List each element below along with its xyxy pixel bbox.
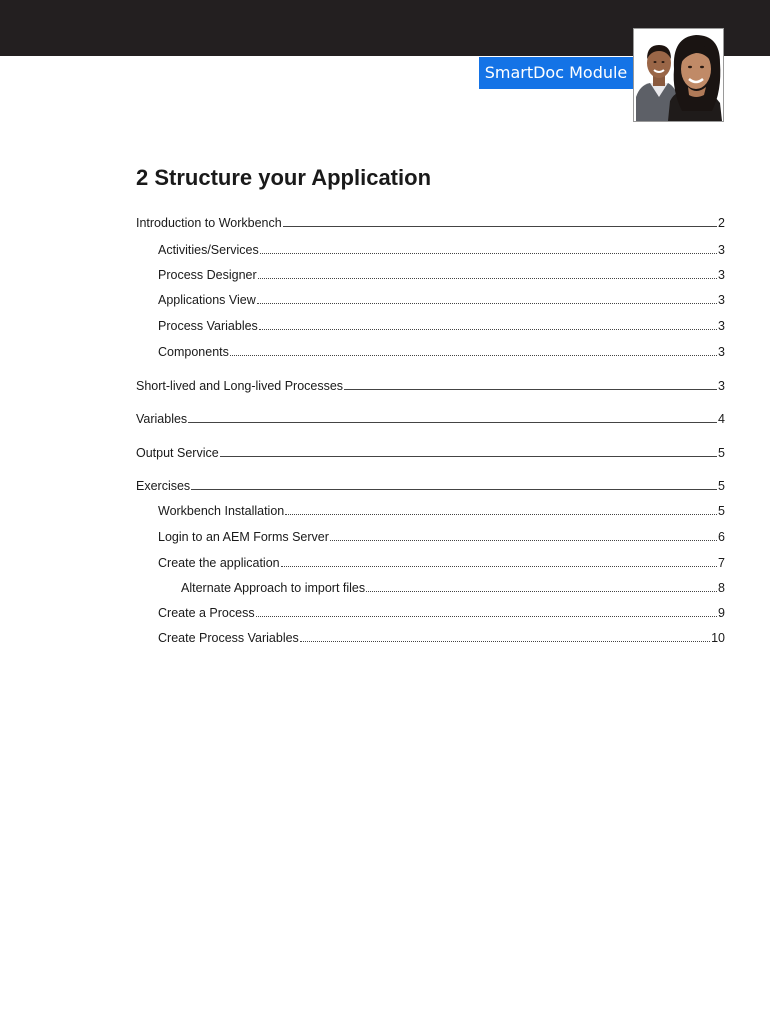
toc-entry-page: 3	[718, 243, 725, 257]
toc-entry-page: 5	[718, 446, 725, 460]
toc-entry[interactable]	[136, 216, 725, 230]
toc-entry[interactable]	[158, 268, 725, 282]
toc-entry-label: Login to an AEM Forms Server	[158, 530, 329, 544]
people-photo	[633, 28, 724, 122]
toc-entry-page: 5	[718, 504, 725, 518]
toc-leader	[344, 379, 717, 390]
toc-leader	[230, 345, 717, 356]
toc-entry-page: 2	[718, 216, 725, 230]
toc-entry-label: Alternate Approach to import files	[181, 581, 366, 595]
toc-entry-label: Short-lived and Long-lived Processes	[136, 379, 344, 393]
toc-leader	[330, 530, 717, 541]
toc-entry[interactable]	[158, 606, 725, 620]
toc-entry-label: Create the application	[158, 556, 280, 570]
toc-leader	[188, 412, 717, 423]
toc-entry-page: 9	[718, 606, 725, 620]
toc-entry-label: Create Process Variables	[158, 631, 299, 645]
chapter-title: 2 Structure your Application	[136, 165, 432, 190]
toc-entry[interactable]	[158, 556, 725, 570]
toc-leader	[256, 606, 717, 617]
toc-entry-page: 7	[718, 556, 725, 570]
toc-entry-label: Create a Process	[158, 606, 255, 620]
toc-entry[interactable]	[158, 530, 725, 544]
toc-entry[interactable]	[136, 379, 725, 393]
toc-entry-page: 3	[718, 293, 725, 307]
toc-leader	[220, 446, 717, 457]
toc-entry-label: Components	[158, 345, 229, 359]
toc-leader	[285, 504, 717, 515]
toc-leader	[283, 216, 717, 227]
toc-entry-label: Output Service	[136, 446, 219, 460]
toc-entry[interactable]	[158, 243, 725, 257]
toc-leader	[366, 581, 717, 592]
toc-entry-page: 8	[718, 581, 725, 595]
toc-entry-label: Introduction to Workbench	[136, 216, 282, 230]
toc-entry-label: Variables	[136, 412, 188, 426]
toc-leader	[300, 631, 710, 642]
toc-entry[interactable]	[158, 293, 725, 307]
module-banner	[479, 57, 633, 89]
toc-entry-label: Process Variables	[158, 319, 258, 333]
toc-entry-page: 10	[711, 631, 725, 645]
toc-entry-label: Exercises	[136, 479, 191, 493]
toc-entry[interactable]	[158, 345, 725, 359]
module-label: SmartDoc Module	[484, 63, 628, 82]
toc-entry-label: Applications View	[158, 293, 256, 307]
toc-entry[interactable]	[158, 319, 725, 333]
toc-entry-label: Process Designer	[158, 268, 257, 282]
toc-entry[interactable]	[136, 479, 725, 493]
toc-entry-page: 5	[718, 479, 725, 493]
toc-leader	[281, 556, 717, 567]
toc-entry-label: Workbench Installation	[158, 504, 285, 518]
toc-leader	[191, 479, 717, 490]
toc-leader	[260, 243, 717, 254]
toc-entry-page: 3	[718, 379, 725, 393]
people-photo-image	[634, 29, 723, 121]
toc-entry-label: Activities/Services	[158, 243, 259, 257]
toc-entry-page: 3	[718, 268, 725, 282]
toc-leader	[257, 293, 717, 304]
toc-entry[interactable]	[158, 504, 725, 518]
toc-entry-page: 3	[718, 319, 725, 333]
toc-leader	[259, 319, 717, 330]
toc-entry-page: 6	[718, 530, 725, 544]
toc-leader	[258, 268, 717, 279]
toc-entry[interactable]	[158, 631, 725, 645]
toc-entry-page: 3	[718, 345, 725, 359]
toc-entry[interactable]	[181, 581, 725, 595]
toc-entry[interactable]	[136, 446, 725, 460]
toc-entry-page: 4	[718, 412, 725, 426]
toc-entry[interactable]	[136, 412, 725, 426]
